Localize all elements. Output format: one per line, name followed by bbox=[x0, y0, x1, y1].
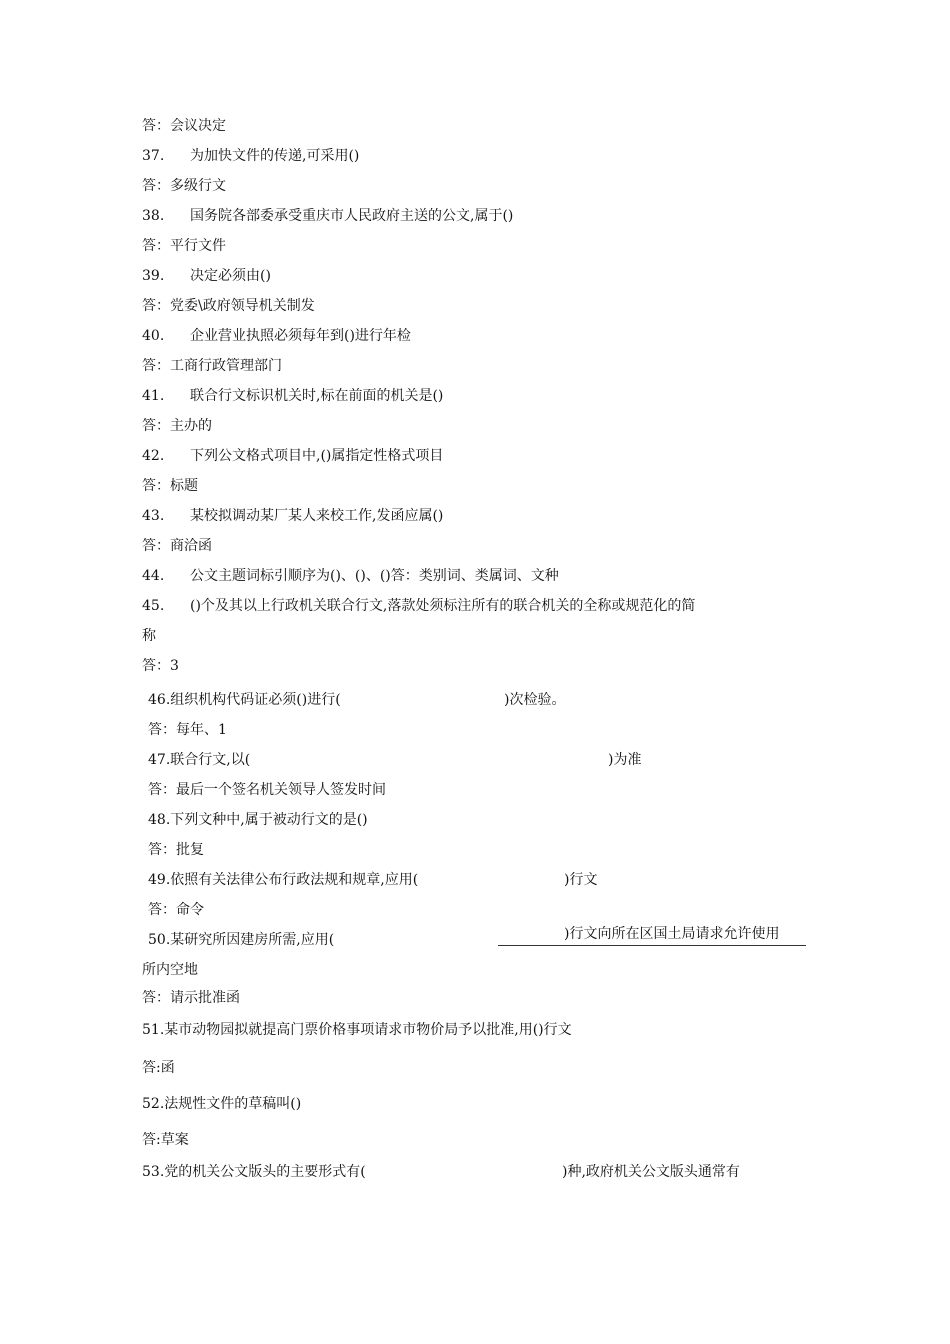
question-52: 52.法规性文件的草稿叫() bbox=[142, 1096, 302, 1112]
question-38: 38. 国务院各部委承受重庆市人民政府主送的公文,属于() bbox=[142, 208, 514, 224]
answer-43: 答：商洽函 bbox=[142, 538, 212, 554]
question-47: 47.联合行文,以( bbox=[148, 752, 251, 768]
answer-37: 答：多级行文 bbox=[142, 178, 226, 194]
answer-51: 答:函 bbox=[142, 1060, 175, 1076]
question-40: 40. 企业营业执照必须每年到()进行年检 bbox=[142, 328, 411, 344]
question-48: 48.下列文种中,属于被动行文的是() bbox=[148, 812, 368, 828]
answer-38: 答：平行文件 bbox=[142, 238, 226, 254]
underline-rule bbox=[498, 945, 806, 946]
question-50-tail: )行文向所在区国土局请求允许使用 bbox=[564, 926, 780, 941]
answer-42: 答：标题 bbox=[142, 478, 198, 494]
question-45-continued: 称 bbox=[142, 628, 156, 644]
question-53-tail: )种,政府机关公文版头通常有 bbox=[562, 1164, 740, 1180]
answer-40: 答：工商行政管理部门 bbox=[142, 358, 282, 374]
question-47-tail: )为准 bbox=[608, 752, 642, 768]
answer-39: 答：党委\政府领导机关制发 bbox=[142, 298, 315, 314]
answer-47: 答：最后一个签名机关领导人签发时间 bbox=[148, 782, 386, 798]
question-44: 44. 公文主题词标引顺序为()、()、()答：类别词、类属词、文种 bbox=[142, 568, 559, 584]
question-46: 46.组织机构代码证必须()进行( bbox=[148, 692, 341, 708]
question-43: 43. 某校拟调动某厂某人来校工作,发函应属() bbox=[142, 508, 444, 524]
question-45: 45. ()个及其以上行政机关联合行文,落款处须标注所有的联合机关的全称或规范化的简 bbox=[142, 598, 696, 614]
question-42: 42. 下列公文格式项目中,()属指定性格式项目 bbox=[142, 448, 444, 464]
answer-36: 答：会议决定 bbox=[142, 118, 226, 134]
question-50-continued: 所内空地 bbox=[142, 962, 198, 978]
question-53: 53.党的机关公文版头的主要形式有( bbox=[142, 1164, 366, 1180]
answer-41: 答：主办的 bbox=[142, 418, 212, 434]
question-49: 49.依照有关法律公布行政法规和规章,应用( bbox=[148, 872, 419, 888]
answer-49: 答：命令 bbox=[148, 902, 204, 918]
question-39: 39. 决定必须由() bbox=[142, 268, 271, 284]
answer-48: 答：批复 bbox=[148, 842, 204, 858]
question-50: 50.某研究所因建房所需,应用( bbox=[148, 932, 335, 948]
question-49-tail: )行文 bbox=[564, 872, 598, 888]
answer-52: 答:草案 bbox=[142, 1132, 189, 1148]
question-51: 51.某市动物园拟就提高门票价格事项请求市物价局予以批准,用()行文 bbox=[142, 1022, 572, 1038]
question-41: 41. 联合行文标识机关时,标在前面的机关是() bbox=[142, 388, 444, 404]
question-37: 37. 为加快文件的传递,可采用() bbox=[142, 148, 360, 164]
question-46-tail: )次检验。 bbox=[504, 692, 566, 708]
answer-45: 答：3 bbox=[142, 658, 179, 674]
answer-46: 答：每年、1 bbox=[148, 722, 227, 738]
answer-50: 答：请示批准函 bbox=[142, 990, 240, 1006]
